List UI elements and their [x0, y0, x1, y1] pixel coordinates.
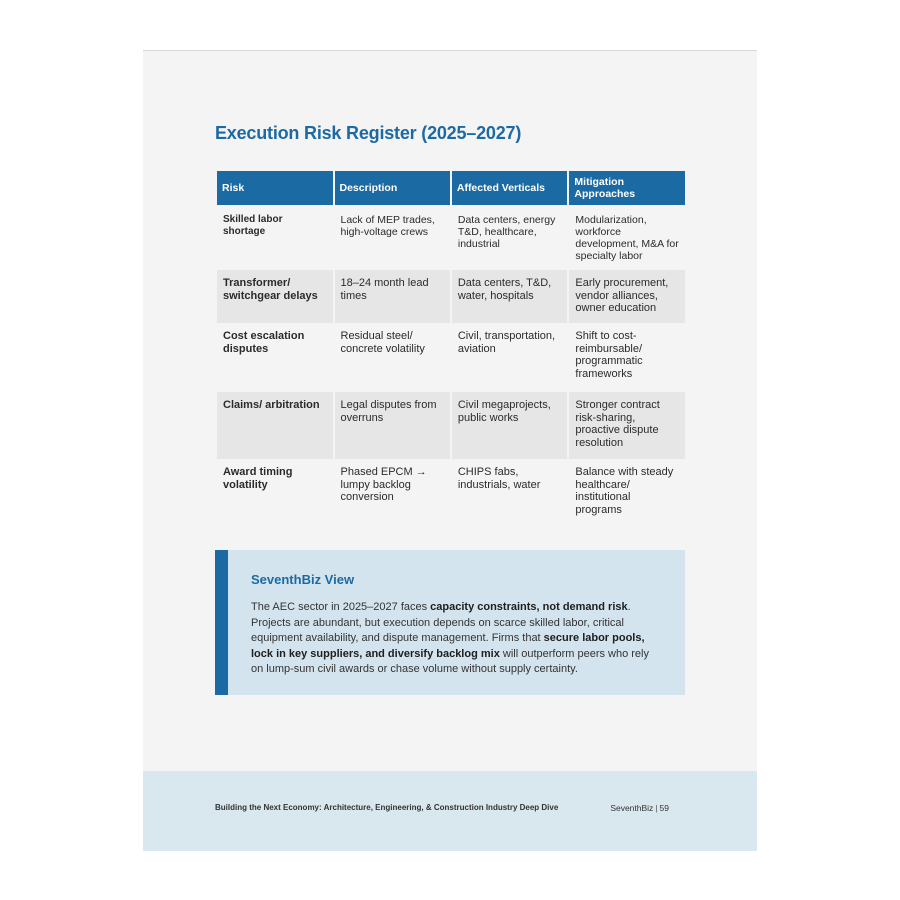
page-title: Execution Risk Register (2025–2027) — [215, 123, 522, 143]
table-row — [217, 205, 685, 270]
page-footer — [143, 771, 757, 851]
table-row — [217, 392, 685, 459]
mitigation-cell: Stronger contract risk-sharing, proactive dispute resolution — [569, 392, 685, 459]
callout-text-3: will outperform peers who rely on lump-sum civil awards or chase volume without supply certainty. — [251, 647, 649, 675]
verticals-cell: Civil, transportation, aviation — [457, 330, 556, 355]
description-cell: Phased EPCM → lumpy backlog conversion — [340, 466, 427, 503]
seventhbiz-view-callout — [215, 550, 685, 695]
description-cell: 18–24 month lead times — [335, 270, 450, 323]
document-page — [143, 50, 757, 851]
mitigation-cell: Early procurement, vendor alliances, owner education — [569, 270, 685, 323]
table-row — [217, 459, 685, 526]
callout-text-2: . Projects are abundant, but execution depends on scarce skilled labor, critical equipment availability, and dispute management. Firms that — [251, 601, 631, 644]
callout-bold-1: capacity constraints, not demand risk — [430, 601, 628, 613]
footer-brand: SeventhBiz — [610, 803, 654, 813]
risk-register-table — [215, 171, 687, 526]
table-row — [217, 270, 685, 323]
verticals-cell: CHIPS fabs, industrials, water — [457, 466, 541, 491]
risk-cell: Claims/ arbitration — [217, 392, 333, 459]
mitigation-cell: Shift to cost-reimbursable/ programmatic frameworks — [575, 330, 643, 380]
risk-cell: Award timing volatility — [223, 466, 293, 491]
table-row — [217, 323, 685, 392]
page-number: 59 — [659, 803, 669, 813]
description-cell: Residual steel/ concrete volatility — [340, 330, 425, 355]
verticals-cell: Data centers, T&D, water, hospitals — [452, 270, 568, 323]
mitigation-cell: Balance with steady healthcare/ institutional programs — [575, 466, 674, 516]
table-header-row — [217, 171, 685, 205]
verticals-cell: Civil megaprojects, public works — [452, 392, 568, 459]
risk-cell: Cost escalation disputes — [223, 330, 305, 355]
risk-cell: Transformer/ switchgear delays — [217, 270, 333, 323]
footer-report-title: Building the Next Economy: Architecture, Engineering, & Construction Industry Deep Dive — [215, 803, 559, 812]
header-risk: Risk — [217, 171, 333, 205]
footer-page-info — [610, 803, 669, 813]
footer-separator: | — [655, 803, 658, 813]
description-cell: Legal disputes from overruns — [335, 392, 450, 459]
verticals-cell: Data centers, energy T&D, healthcare, industrial — [457, 214, 556, 250]
callout-bold-2: secure labor pools, lock in key suppliers, and diversify backlog mix — [251, 632, 645, 660]
header-affected-verticals: Affected Verticals — [452, 171, 568, 205]
risk-cell: Skilled labor shortage — [223, 214, 283, 237]
header-description: Description — [335, 171, 450, 205]
header-mitigation-approaches: Mitigation Approaches — [569, 171, 685, 205]
callout-text-1: The AEC sector in 2025–2027 faces — [251, 601, 431, 613]
callout-body — [251, 600, 661, 678]
mitigation-cell: Modularization, workforce development, M&A for specialty labor — [575, 214, 679, 262]
description-cell: Lack of MEP trades, high-voltage crews — [340, 214, 435, 238]
callout-title: SeventhBiz View — [251, 572, 355, 587]
